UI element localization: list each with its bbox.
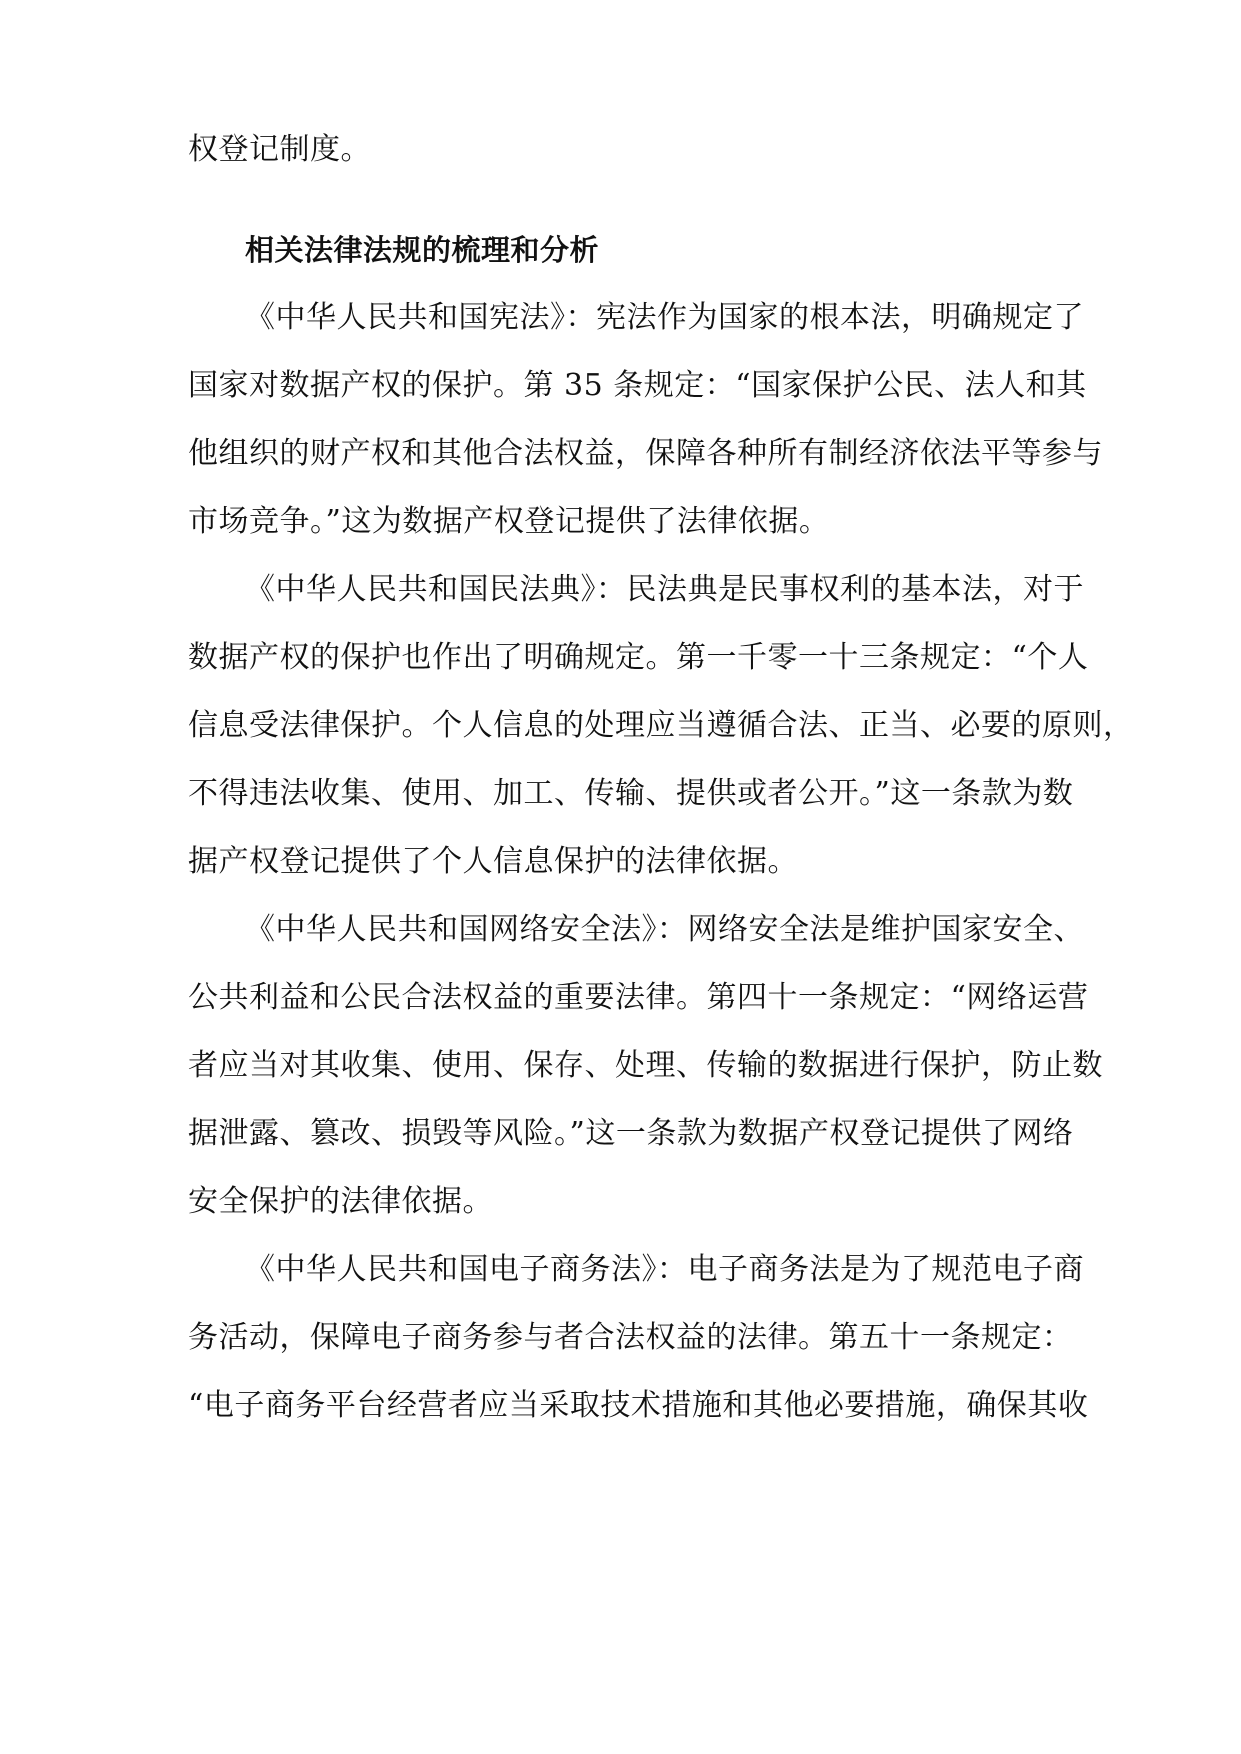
text-line: 安全保护的法律依据。: [188, 1184, 493, 1219]
text-line: 据产权登记提供了个人信息保护的法律依据。: [188, 844, 798, 879]
text-line: 《中华人民共和国宪法》：宪法作为国家的根本法，明确规定了: [245, 300, 1084, 335]
text-line: 不得违法收集、使用、加工、传输、提供或者公开。”这一条款为数: [188, 776, 1074, 811]
text-line: 信息受法律保护。个人信息的处理应当遵循合法、正当、必要的原则，: [188, 708, 1134, 743]
text-line: 《中华人民共和国电子商务法》：电子商务法是为了规范电子商: [245, 1252, 1084, 1287]
text-line: 数据产权的保护也作出了明确规定。第一千零一十三条规定：“个人: [188, 640, 1089, 675]
text-line: 者应当对其收集、使用、保存、处理、传输的数据进行保护，防止数: [188, 1048, 1103, 1083]
text-line: “电子商务平台经营者应当采取技术措施和其他必要措施，确保其收: [188, 1388, 1089, 1423]
text-line: 权登记制度。: [188, 132, 371, 167]
text-line: 《中华人民共和国民法典》：民法典是民事权利的基本法，对于: [245, 572, 1084, 607]
text-line: 务活动，保障电子商务参与者合法权益的法律。第五十一条规定：: [188, 1320, 1073, 1355]
text-line: 他组织的财产权和其他合法权益，保障各种所有制经济依法平等参与: [188, 436, 1103, 471]
text-line: 《中华人民共和国网络安全法》：网络安全法是维护国家安全、: [245, 912, 1084, 947]
text-line: 据泄露、篡改、损毁等风险。”这一条款为数据产权登记提供了网络: [188, 1116, 1074, 1151]
text-line: 公共利益和公民合法权益的重要法律。第四十一条规定：“网络运营: [188, 980, 1089, 1015]
text-line: 市场竞争。”这为数据产权登记提供了法律依据。: [188, 504, 830, 539]
text-line: 国家对数据产权的保护。第 35 条规定：“国家保护公民、法人和其: [188, 368, 1087, 403]
section-heading: 相关法律法规的梳理和分析: [245, 233, 600, 267]
